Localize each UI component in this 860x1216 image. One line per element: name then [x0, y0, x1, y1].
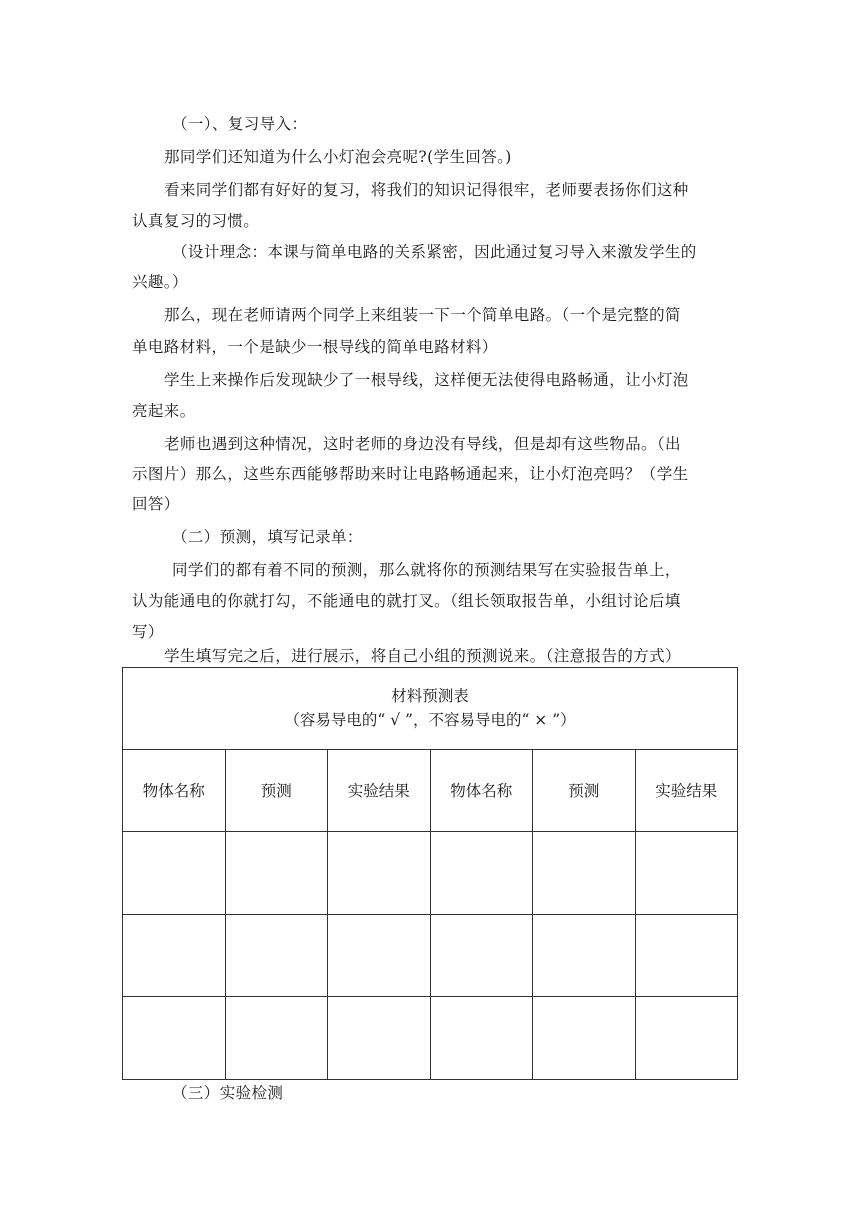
table-cell: [225, 832, 328, 915]
paragraph: 学生上来操作后发现缺少了一根导线，这样便无法使得电路畅通，让小灯泡: [164, 371, 689, 389]
table-cell: [328, 832, 431, 915]
paragraph: 兴趣。）: [132, 273, 188, 291]
paragraph: 那同学们还知道为什么小灯泡会亮呢?(学生回答。): [164, 148, 512, 166]
table-row: [123, 832, 738, 915]
paragraph: 单电路材料，一个是缺少一根导线的简单电路材料）: [132, 338, 498, 356]
paragraph: 学生填写完之后，进行展示，将自己小组的预测说来。（注意报告的方式）: [164, 647, 681, 665]
table-header-row: [123, 749, 738, 832]
table-cell: [635, 997, 738, 1080]
table-cell: [430, 914, 533, 997]
section-heading-experiment: （三）实验检测: [172, 1084, 284, 1102]
paragraph: 同学们的都有着不同的预测，那么就将你的预测结果写在实验报告单上，: [172, 561, 681, 579]
table-cell: [533, 914, 636, 997]
table-title-cell: [123, 668, 738, 750]
paragraph: 那么，现在老师请两个同学上来组装一下一个简单电路。（一个是完整的简: [164, 306, 681, 324]
table-cell: [533, 997, 636, 1080]
table-title: 材料预测表: [391, 687, 469, 706]
table-row: [123, 914, 738, 997]
table-subtitle: （容易导电的“ √ ”，不容易导电的“ × ”）: [284, 711, 576, 730]
table-cell: [328, 914, 431, 997]
column-header: 物体名称: [430, 749, 533, 832]
paragraph: 写）: [132, 623, 164, 641]
column-header: 物体名称: [123, 749, 226, 832]
table-row: [123, 997, 738, 1080]
paragraph: 亮起来。: [132, 402, 196, 420]
paragraph: （设计理念：本课与简单电路的关系紧密，因此通过复习导入来激发学生的: [172, 243, 697, 261]
paragraph: 认真复习的习惯。: [132, 212, 260, 230]
column-header: 实验结果: [328, 749, 431, 832]
column-header: 预测: [533, 749, 636, 832]
table-cell: [430, 832, 533, 915]
paragraph: 示图片）那么，这些东西能够帮助来时让电路畅通起来，让小灯泡亮吗？（学生: [132, 465, 689, 483]
paragraph: 回答）: [132, 495, 180, 513]
paragraph: 看来同学们都有好好的复习，将我们的知识记得很牢，老师要表扬你们这种: [164, 181, 689, 199]
column-header: 实验结果: [635, 749, 738, 832]
paragraph: 老师也遇到这种情况，这时老师的身边没有导线，但是却有这些物品。（出: [164, 435, 681, 453]
section-heading-review: （一）、复习导入：: [172, 115, 308, 133]
table-cell: [123, 997, 226, 1080]
table-cell: [225, 997, 328, 1080]
table-cell: [328, 997, 431, 1080]
table-cell: [533, 832, 636, 915]
table-cell: [635, 832, 738, 915]
table-cell: [430, 997, 533, 1080]
table-cell: [635, 914, 738, 997]
table-cell: [225, 914, 328, 997]
paragraph: 认为能通电的你就打勾，不能通电的就打叉。（组长领取报告单，小组讨论后填: [132, 592, 681, 610]
column-header: 预测: [225, 749, 328, 832]
table-cell: [123, 832, 226, 915]
table-cell: [123, 914, 226, 997]
section-heading-predict: （二）预测，填写记录单：: [172, 528, 363, 546]
material-prediction-table: [122, 667, 738, 1080]
